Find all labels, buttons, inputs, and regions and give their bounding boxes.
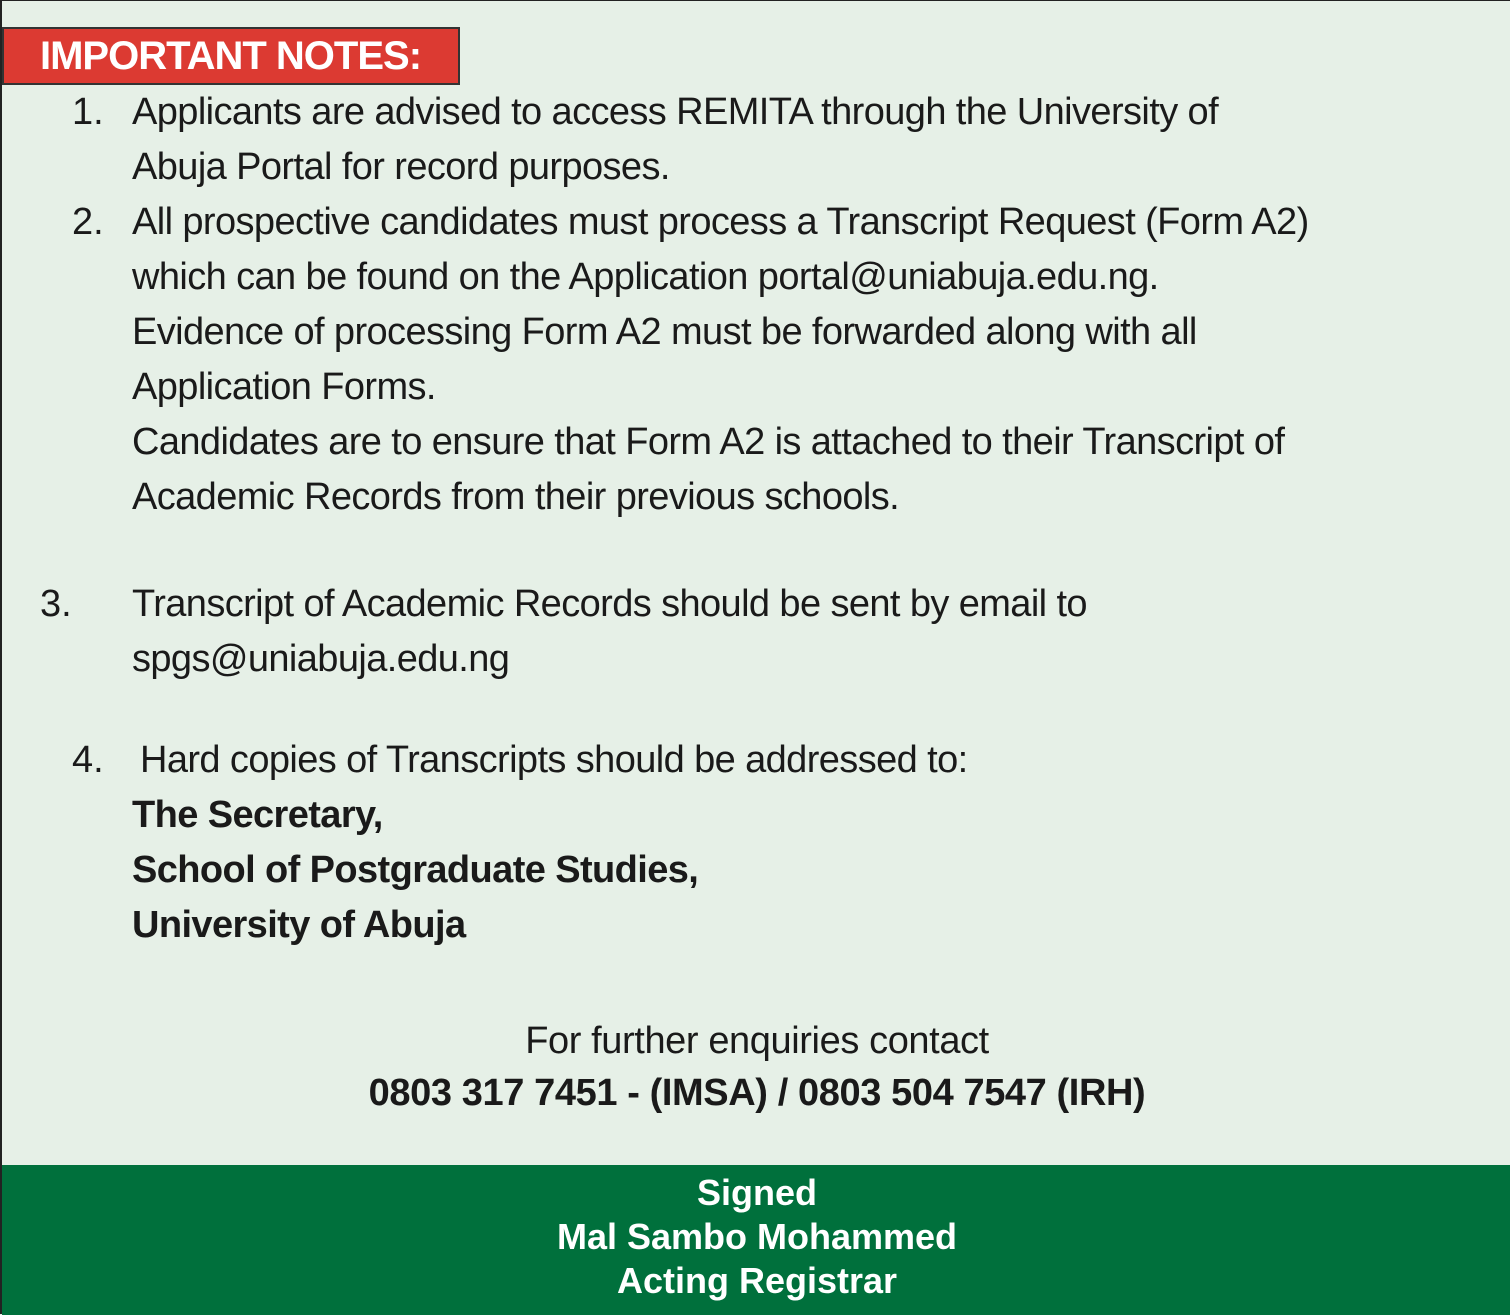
note-line: All prospective candidates must process a Transcript Request (Form A2) [132, 201, 1309, 243]
note-text [132, 195, 1309, 525]
enquiries-phones: 0803 317 7451 - (IMSA) / 0803 504 7547 (IRH) [368, 1072, 1146, 1114]
note-text [132, 577, 1087, 687]
note-line: Abuja Portal for record purposes. [132, 146, 670, 188]
note-line: Hard copies of Transcripts should be addressed to: [140, 739, 968, 781]
note-line: Applicants are advised to access REMITA through the University of [132, 91, 1219, 133]
note-number: 1. [72, 91, 104, 133]
note-text [132, 85, 1218, 195]
note-line: which can be found on the Application portal@uniabuja.edu.ng. [132, 256, 1159, 298]
address-line: University of Abuja [132, 904, 466, 946]
signature-footer [2, 1165, 1510, 1315]
enquiries-label: For further enquiries contact [525, 1020, 989, 1062]
note-line: Evidence of processing Form A2 must be forwarded along with all [132, 311, 1197, 353]
signed-label: Signed [696, 1172, 817, 1213]
note-line: Application Forms. [132, 366, 436, 408]
enquiries-section [2, 1015, 1510, 1119]
note-number: 2. [72, 201, 104, 243]
note-line: Transcript of Academic Records should be sent by email to [132, 583, 1087, 625]
address-line: School of Postgraduate Studies, [132, 849, 699, 891]
note-line: Candidates are to ensure that Form A2 is attached to their Transcript of [132, 421, 1285, 463]
note-text [132, 733, 968, 953]
signatory-title: Acting Registrar [616, 1260, 898, 1301]
note-number: 4. [72, 739, 104, 781]
address-line: The Secretary, [132, 794, 383, 836]
note-number: 3. [40, 583, 72, 625]
important-notes-heading: IMPORTANT NOTES: [2, 27, 460, 85]
signatory-name: Mal Sambo Mohammed [556, 1216, 958, 1257]
note-line: Academic Records from their previous schools. [132, 476, 900, 518]
note-line: spgs@uniabuja.edu.ng [132, 638, 510, 680]
